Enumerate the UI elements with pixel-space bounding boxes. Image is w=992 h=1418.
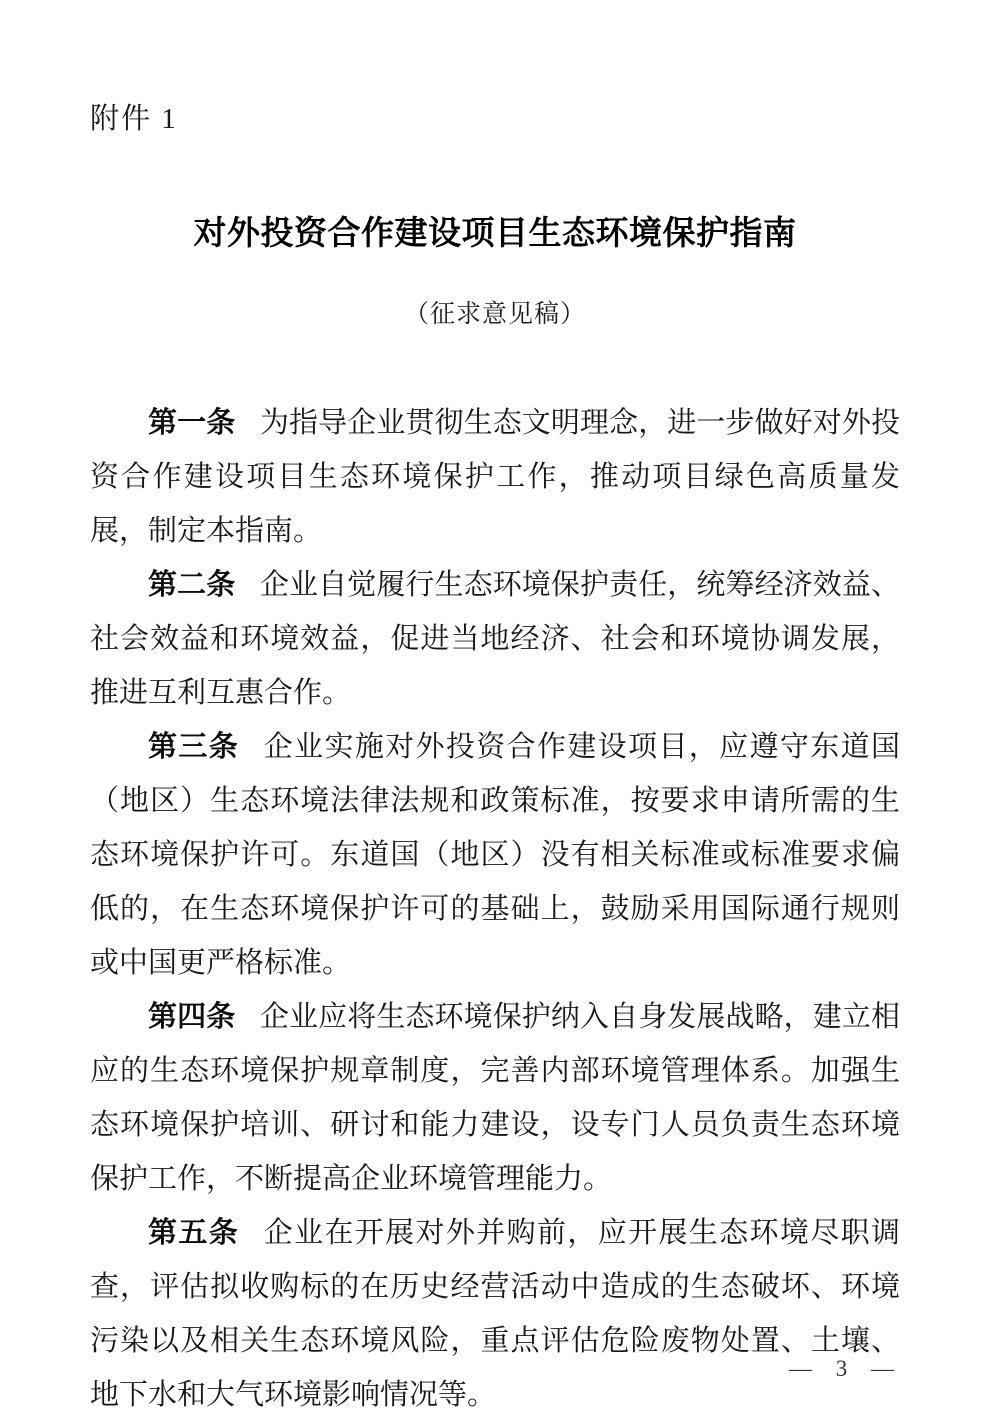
article-paragraph bbox=[90, 1206, 900, 1418]
document-title: 对外投资合作建设项目生态环境保护指南 bbox=[193, 216, 797, 252]
article-label: 第四条 bbox=[148, 1001, 236, 1033]
article-text: 企业在开展对外并购前，应开展生态环境尽职调查，评估拟收购标的在历史经营活动中造成的生态破坏、环境污染以及相关生态环境风险，重点评估危险废物处置、土壤、地下水和大气环境影响情况等。 bbox=[90, 1217, 900, 1411]
article-text: 企业实施对外投资合作建设项目，应遵守东道国（地区）生态环境法律法规和政策标准，按要求申请所需的生态环境保护许可。东道国（地区）没有相关标准或标准要求偏低的，在生态环境保护许可的基础上，鼓励采用国际通行规则或中国更严格标准。 bbox=[90, 731, 900, 979]
article-paragraph bbox=[90, 396, 900, 558]
articles bbox=[90, 396, 900, 1418]
article-label: 第二条 bbox=[148, 569, 236, 601]
attachment-label: 附件 1 bbox=[90, 103, 178, 135]
article-paragraph bbox=[90, 558, 900, 720]
document-subtitle: （征求意见稿） bbox=[403, 301, 586, 328]
article-label: 第五条 bbox=[148, 1217, 240, 1249]
article-text: 企业应将生态环境保护纳入自身发展战略，建立相应的生态环境保护规章制度，完善内部环境管理体系。加强生态环境保护培训、研讨和能力建设，设专门人员负责生态环境保护工作，不断提高企业环境管理能力。 bbox=[90, 1001, 900, 1195]
article-label: 第三条 bbox=[148, 731, 240, 763]
article-text: 为指导企业贯彻生态文明理念，进一步做好对外投资合作建设项目生态环境保护工作，推动项目绿色高质量发展，制定本指南。 bbox=[90, 407, 900, 547]
article-label: 第一条 bbox=[148, 407, 236, 439]
article-paragraph bbox=[90, 990, 900, 1206]
page-number: — 3 — bbox=[789, 1356, 896, 1381]
article-paragraph bbox=[90, 720, 900, 990]
article-text: 企业自觉履行生态环境保护责任，统筹经济效益、社会效益和环境效益，促进当地经济、社会和环境协调发展，推进互利互惠合作。 bbox=[90, 569, 900, 709]
